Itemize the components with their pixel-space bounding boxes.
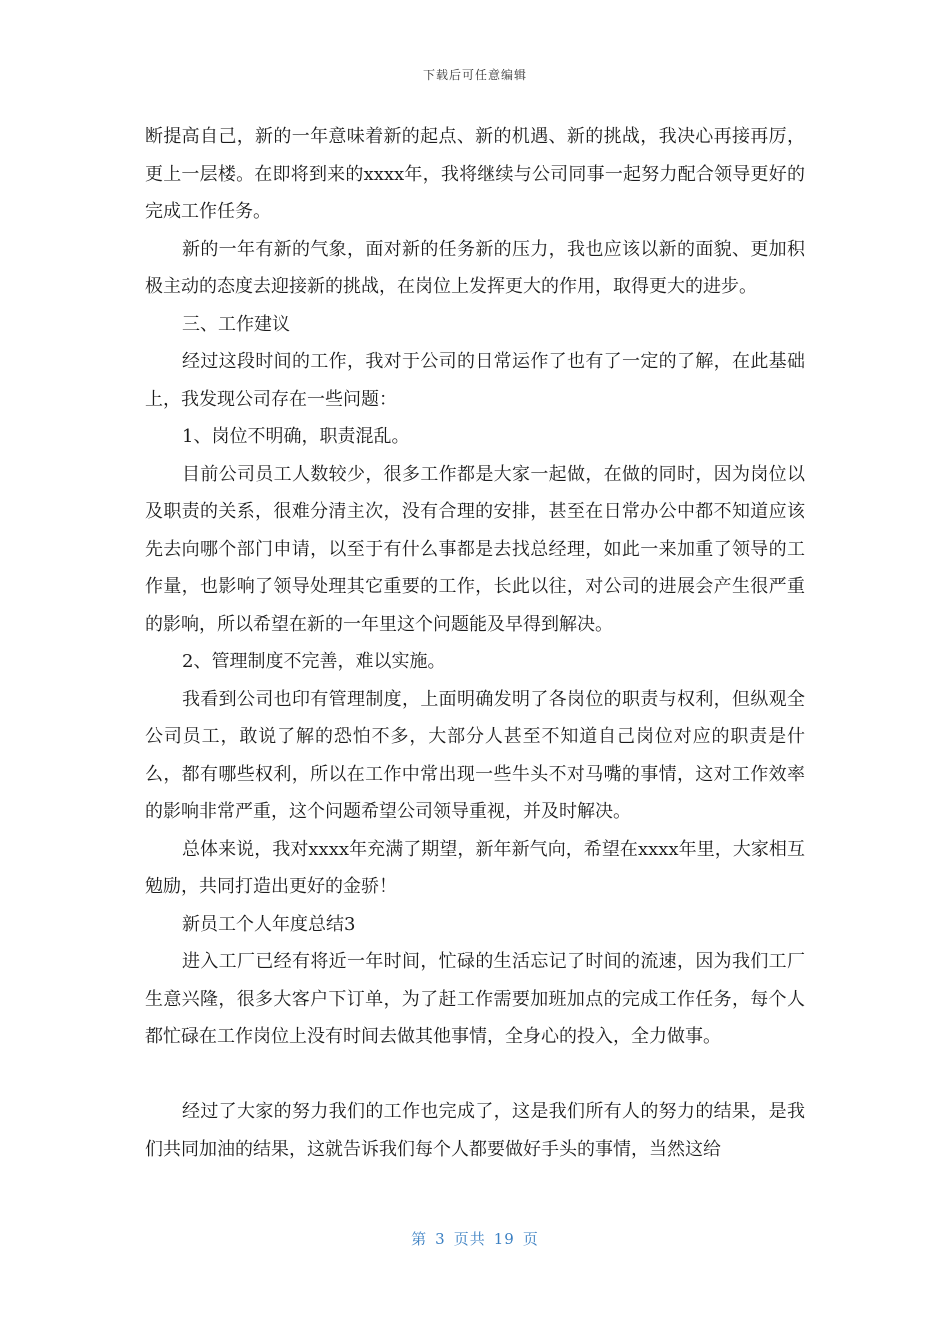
paragraph: 新的一年有新的气象，面对新的任务新的压力，我也应该以新的面貌、更加积极主动的态度去迎接新的挑战，在岗位上发挥更大的作用，取得更大的进步。 — [145, 238, 805, 297]
blank-line — [145, 1056, 805, 1094]
footer-label-end: 页 — [522, 1230, 539, 1248]
footer-current-page: 3 — [435, 1230, 446, 1248]
paragraph: 总体来说，我对xxxx年充满了期望，新年新气向，希望在xxxx年里，大家相互勉励，共同打造出更好的金骄！ — [145, 838, 805, 897]
list-heading: 1、岗位不明确，职责混乱。 — [182, 426, 410, 447]
page-header: 下载后可任意编辑 — [422, 68, 527, 82]
paragraph: 我看到公司也印有管理制度，上面明确发明了各岗位的职责与权利，但纵观全公司员工，敢说了解的恐怕不多，大部分人甚至不知道自己岗位对应的职责是什么，都有哪些权利，所以在工作中常出现一些牛头不对马嘴的事情，这对工作效率的影响非常严重，这个问题希望公司领导重视，并及时解决。 — [145, 688, 805, 822]
paragraph: 经过了大家的努力我们的工作也完成了，这是我们所有人的努力的结果，是我们共同加油的结果，这就告诉我们每个人都要做好手头的事情，当然这给 — [145, 1101, 805, 1160]
section-heading: 三、工作建议 — [182, 313, 290, 335]
paragraph: 断提高自己，新的一年意味着新的起点、新的机遇、新的挑战，我决心再接再厉，更上一层楼。在即将到来的xxxx年，我将继续与公司同事一起努力配合领导更好的完成工作任务。 — [145, 126, 805, 222]
footer-total-pages: 19 — [493, 1230, 515, 1248]
footer-label-of: 页共 — [453, 1230, 486, 1248]
footer-label-page: 第 — [411, 1230, 428, 1248]
page-footer — [0, 1228, 950, 1249]
document-body — [145, 118, 805, 1168]
paragraph: 经过这段时间的工作，我对于公司的日常运作了也有了一定的了解，在此基础上，我发现公司存在一些问题： — [145, 351, 805, 410]
paragraph: 目前公司员工人数较少，很多工作都是大家一起做，在做的同时，因为岗位以及职责的关系，很难分清主次，没有合理的安排，甚至在日常办公中都不知道应该先去向哪个部门申请，以至于有什么事都是去找总经理，如此一来加重了领导的工作量，也影响了领导处理其它重要的工作，长此以往，对公司的进展会产生很严重的影响，所以希望在新的一年里这个问题能及早得到解决。 — [145, 463, 805, 635]
paragraph: 进入工厂已经有将近一年时间，忙碌的生活忘记了时间的流速，因为我们工厂生意兴隆，很多大客户下订单，为了赶工作需要加班加点的完成工作任务，每个人都忙碌在工作岗位上没有时间去做其他事情，全身心的投入，全力做事。 — [145, 951, 805, 1047]
section-heading: 新员工个人年度总结3 — [182, 913, 356, 935]
list-heading: 2、管理制度不完善，难以实施。 — [182, 651, 446, 672]
